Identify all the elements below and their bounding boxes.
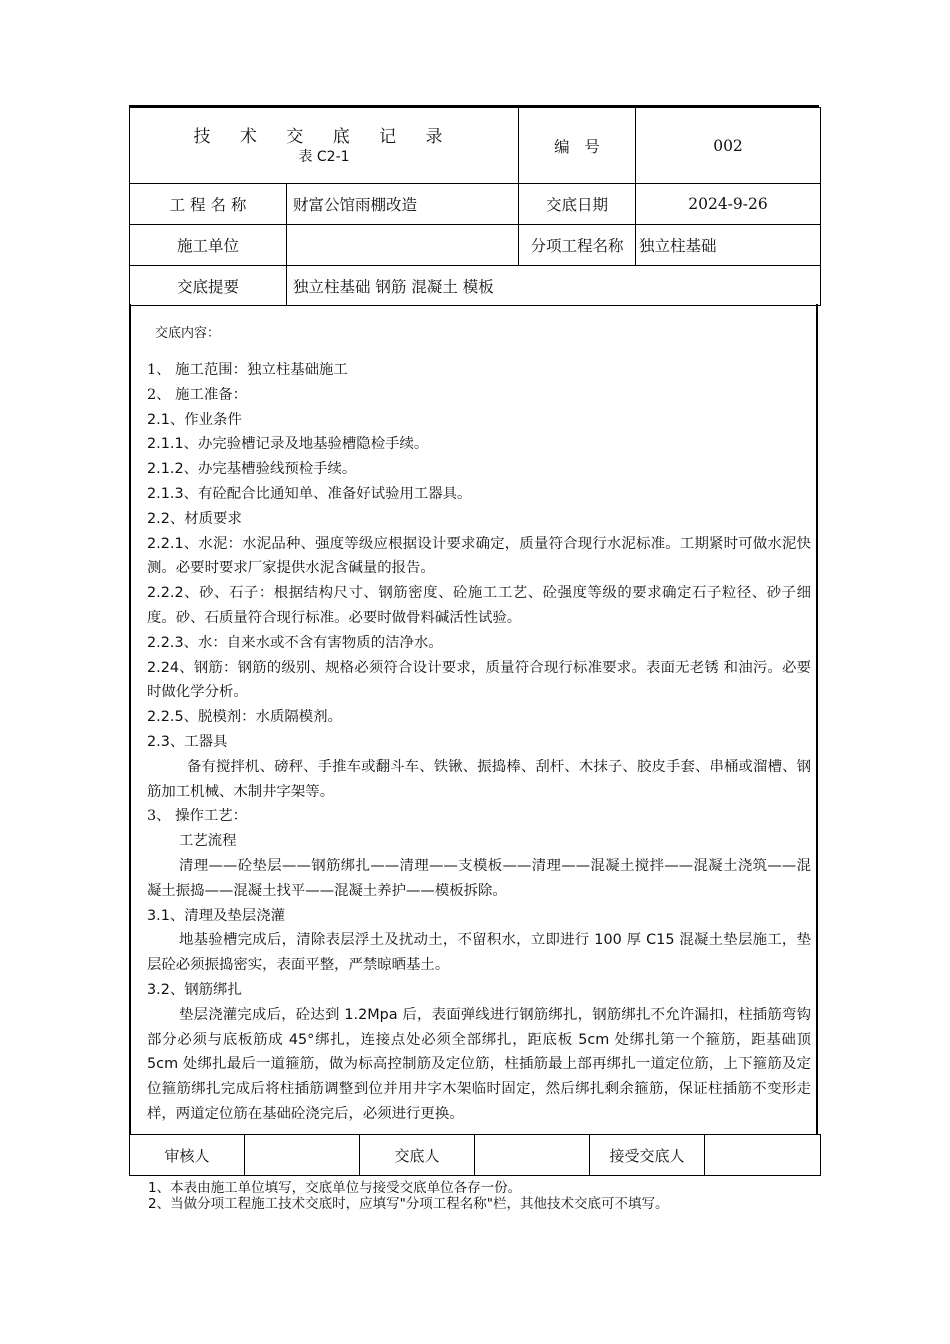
header-table [129,107,821,306]
footnote: 1、本表由施工单位填写，交底单位与接受交底单位各存一份。 [148,1180,522,1196]
content-line: 3、 操作工艺： [147,808,248,825]
form-code: 表 C2-1 [298,148,350,165]
project-name-value: 财富公馆雨棚改造 [287,184,519,225]
content-line: 2.1.2、办完基槽验线预检手续。 [147,461,357,478]
content-line: 2.1.1、办完验槽记录及地基验槽隐检手续。 [147,436,429,453]
content-body [147,358,811,1127]
content-line: 2.24、钢筋：钢筋的级别、规格必须符合设计要求，质量符合现行标准要求。表面无老锈 和油污。必要时做化学分析。 [147,659,811,701]
receiver-value[interactable] [705,1135,821,1176]
content-line: 2.2、材质要求 [147,510,242,527]
receiver-label: 接受交底人 [590,1135,705,1176]
content-line: 备有搅拌机、磅秤、手推车或翻斗车、铁锹、振捣棒、刮杆、木抹子、胶皮手套、串桶或溜槽、钢筋加工机械、木制井字架等。 [147,758,811,800]
project-name-label: 工 程 名 称 [130,184,287,225]
content-line: 工艺流程 [179,833,237,850]
contractor-label: 施工单位 [130,225,287,266]
content-label: 交底内容： [155,326,221,341]
content-line: 地基验槽完成后，清除表层浮土及扰动土，不留积水，立即进行 100 厚 C15 混凝土垫层施工，垫层砼必须振捣密实，表面平整，严禁晾晒基土。 [147,932,811,974]
content-line: 清理——砼垫层——钢筋绑扎——清理——支模板——清理——混凝土搅拌——混凝土浇筑——混凝土振捣——混凝土找平——混凝土养护——模板拆除。 [147,857,811,899]
content-line: 2.2.1、水泥：水泥品种、强度等级应根据设计要求确定，质量符合现行水泥标准。工期紧时可做水泥快测。必要时要求厂家提供水泥含碱量的报告。 [147,535,811,577]
signature-table [129,1134,821,1176]
content-line: 2.3、工器具 [147,733,228,750]
sub-project-label: 分项工程名称 [519,225,636,266]
content-line: 垫层浇灌完成后，砼达到 1.2Mpa 后，表面弹线进行钢筋绑扎，钢筋绑扎不允许漏扣，柱插筋弯钩部分必须与底板筋成 45°绑扎，连接点处必须全部绑扎，距底板 5cm 处绑扎第一个箍筋，距基础顶 5cm 处绑扎最后一道箍筋，做为标高控制筋及定位筋，柱插筋最上部再绑扎一道定位筋，上下箍筋及定位箍筋绑扎完成后将柱插筋调整到位并用井字木架临时固定，然后绑扎剩余箍筋，保证柱插筋不变形走样，两道定位筋在基础砼浇完后，必须进行更换。 [147,1006,811,1122]
sub-project-value: 独立柱基础 [636,225,821,266]
content-line: 2.2.2、砂、石子：根据结构尺寸、钢筋密度、砼施工工艺、砼强度等级的要求确定石子粒径、砂子细度。砂、石质量符合现行标准。必要时做骨料碱活性试验。 [147,585,811,626]
reviewer-value[interactable] [245,1135,360,1176]
number-label: 编 号 [519,108,636,184]
content-line: 2.1、作业条件 [147,411,242,428]
form-title-cell [130,108,519,184]
form-title: 技 术 交 底 记 录 [193,126,455,147]
summary-label: 交底提要 [130,266,287,306]
discloser-value[interactable] [475,1135,590,1176]
content-line: 2.1.3、有砼配合比通知单、准备好试验用工器具。 [147,485,472,502]
summary-value: 独立柱基础 钢筋 混凝土 模板 [287,266,821,306]
reviewer-label: 审核人 [130,1135,245,1176]
discloser-label: 交底人 [360,1135,475,1176]
content-line: 2、 施工准备： [147,386,248,403]
content-line: 3.2、钢筋绑扎 [147,981,242,998]
footnotes [148,1180,669,1212]
contractor-value [287,225,519,266]
content-line: 3.1、清理及垫层浇灌 [147,907,286,924]
date-value: 2024-9-26 [636,184,821,225]
number-value: 002 [636,108,821,184]
content-line: 2.2.3、水：自来水或不含有害物质的洁净水。 [147,634,443,651]
content-line: 2.2.5、脱模剂：水质隔模剂。 [147,709,342,726]
disclosure-content [129,304,818,1134]
date-label: 交底日期 [519,184,636,225]
footnote: 2、当做分项工程施工技术交底时，应填写"分项工程名称"栏，其他技术交底可不填写。 [148,1196,669,1212]
content-line: 1、 施工范围：独立柱基础施工 [147,362,348,378]
